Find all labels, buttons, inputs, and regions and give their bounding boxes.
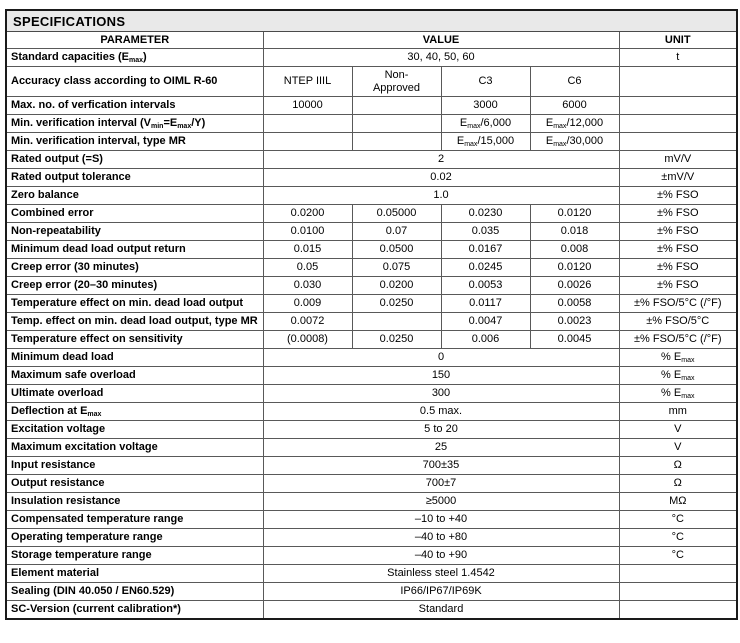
value-cell: 0.0250: [352, 331, 441, 349]
value-cell: 0.018: [530, 223, 619, 241]
table-row: [6, 475, 737, 493]
parameter-cell: Combined error: [6, 205, 263, 223]
value-cell: 0: [263, 349, 619, 367]
table-row: [6, 277, 737, 295]
parameter-cell: Zero balance: [6, 187, 263, 205]
value-cell: (0.0008): [263, 331, 352, 349]
parameter-cell: Max. no. of verfication intervals: [6, 97, 263, 115]
value-cell: $E_{max}/6,000$: [441, 115, 530, 133]
value-cell: $E_{max}/30,000$: [530, 133, 619, 151]
table-row: [6, 403, 737, 421]
specifications-table: [5, 9, 738, 620]
value-cell: Stainless steel 1.4542: [263, 565, 619, 583]
table-row: [6, 67, 737, 97]
column-header-unit: UNIT: [619, 32, 737, 49]
value-cell: –40 to +90: [263, 547, 619, 565]
table-row: [6, 151, 737, 169]
value-cell: 0.035: [441, 223, 530, 241]
value-cell: 0.02: [263, 169, 619, 187]
table-row: [6, 565, 737, 583]
value-cell: –40 to +80: [263, 529, 619, 547]
parameter-cell: Storage temperature range: [6, 547, 263, 565]
table-title-row: [6, 10, 737, 32]
table-row: [6, 493, 737, 511]
unit-cell: ±% FSO: [619, 187, 737, 205]
value-cell: 0.0072: [263, 313, 352, 331]
value-cell: ≥5000: [263, 493, 619, 511]
column-header-parameter: PARAMETER: [6, 32, 263, 49]
unit-cell: MΩ: [619, 493, 737, 511]
unit-cell: mm: [619, 403, 737, 421]
table-row: [6, 259, 737, 277]
parameter-cell: Operating temperature range: [6, 529, 263, 547]
unit-cell: Ω: [619, 475, 737, 493]
parameter-cell: Rated output (=S): [6, 151, 263, 169]
value-cell: 0.05: [263, 259, 352, 277]
parameter-cell: Min. verification interval $(V_{min}=E_{max}/Y)$: [6, 115, 263, 133]
value-cell: IP66/IP67/IP69K: [263, 583, 619, 601]
parameter-cell: Maximum safe overload: [6, 367, 263, 385]
unit-cell: ±% FSO: [619, 223, 737, 241]
table-row: [6, 97, 737, 115]
parameter-cell: Maximum excitation voltage: [6, 439, 263, 457]
value-cell: 5 to 20: [263, 421, 619, 439]
value-cell: 0.0100: [263, 223, 352, 241]
unit-cell: [619, 67, 737, 97]
parameter-cell: Non-repeatability: [6, 223, 263, 241]
value-cell: 0.0200: [352, 277, 441, 295]
unit-cell: °C: [619, 511, 737, 529]
column-header-value: VALUE: [263, 32, 619, 49]
value-cell: 10000: [263, 97, 352, 115]
table-row: [6, 223, 737, 241]
value-cell: 6000: [530, 97, 619, 115]
table-row: [6, 529, 737, 547]
parameter-cell: Ultimate overload: [6, 385, 263, 403]
parameter-cell: Temperature effect on sensitivity: [6, 331, 263, 349]
value-cell: 0.0047: [441, 313, 530, 331]
value-cell: 0.0167: [441, 241, 530, 259]
parameter-cell: Deflection at $E_{max}$: [6, 403, 263, 421]
parameter-cell: Min. verification interval, type MR: [6, 133, 263, 151]
value-cell: 0.0058: [530, 295, 619, 313]
unit-cell: ±% FSO: [619, 259, 737, 277]
value-cell: 0.0200: [263, 205, 352, 223]
value-cell: 0.0250: [352, 295, 441, 313]
parameter-cell: Temperature effect on min. dead load output: [6, 295, 263, 313]
unit-cell: [619, 133, 737, 151]
table-row: [6, 295, 737, 313]
value-cell: $E_{max}/12,000$: [530, 115, 619, 133]
value-cell: 0.075: [352, 259, 441, 277]
parameter-cell: Input resistance: [6, 457, 263, 475]
table-row: [6, 511, 737, 529]
value-cell: 0.030: [263, 277, 352, 295]
value-cell: 0.07: [352, 223, 441, 241]
value-cell: 0.009: [263, 295, 352, 313]
value-cell: 0.05000: [352, 205, 441, 223]
value-cell: [352, 313, 441, 331]
value-cell: 150: [263, 367, 619, 385]
value-cell: 2: [263, 151, 619, 169]
value-cell: 0.0045: [530, 331, 619, 349]
value-cell: 0.0023: [530, 313, 619, 331]
value-cell: 0.0230: [441, 205, 530, 223]
value-cell: Non- Approved: [352, 67, 441, 97]
table-row: [6, 601, 737, 620]
value-cell: C6: [530, 67, 619, 97]
value-cell: [352, 115, 441, 133]
value-cell: 0.0117: [441, 295, 530, 313]
table-row: [6, 457, 737, 475]
table-row: [6, 169, 737, 187]
table-row: [6, 547, 737, 565]
table-row: [6, 349, 737, 367]
parameter-cell: Standard capacities $(E_{max})$: [6, 49, 263, 67]
parameter-cell: Sealing (DIN 40.050 / EN60.529): [6, 583, 263, 601]
unit-cell: [619, 583, 737, 601]
table-row: [6, 205, 737, 223]
parameter-cell: Creep error (30 minutes): [6, 259, 263, 277]
table-row: [6, 331, 737, 349]
parameter-cell: Minimum dead load: [6, 349, 263, 367]
table-header-row: [6, 32, 737, 49]
parameter-cell: Excitation voltage: [6, 421, 263, 439]
table-row: [6, 385, 737, 403]
unit-cell: % $E_{max}$: [619, 349, 737, 367]
value-cell: [263, 133, 352, 151]
unit-cell: ±% FSO/5°C (/°F): [619, 331, 737, 349]
parameter-cell: Rated output tolerance: [6, 169, 263, 187]
unit-cell: mV/V: [619, 151, 737, 169]
unit-cell: % $E_{max}$: [619, 385, 737, 403]
value-cell: 0.0120: [530, 205, 619, 223]
value-cell: 0.5 max.: [263, 403, 619, 421]
value-cell: 0.0500: [352, 241, 441, 259]
table-row: [6, 313, 737, 331]
table-row: [6, 187, 737, 205]
parameter-cell: Temp. effect on min. dead load output, type MR: [6, 313, 263, 331]
value-cell: [352, 133, 441, 151]
value-cell: –10 to +40: [263, 511, 619, 529]
value-cell: 0.006: [441, 331, 530, 349]
table-row: [6, 421, 737, 439]
value-cell: 0.0245: [441, 259, 530, 277]
value-cell: 700±35: [263, 457, 619, 475]
unit-cell: °C: [619, 529, 737, 547]
unit-cell: ±% FSO/5°C (/°F): [619, 295, 737, 313]
parameter-cell: Element material: [6, 565, 263, 583]
table-row: [6, 133, 737, 151]
unit-cell: ±mV/V: [619, 169, 737, 187]
unit-cell: V: [619, 439, 737, 457]
parameter-cell: Output resistance: [6, 475, 263, 493]
unit-cell: [619, 115, 737, 133]
value-cell: $E_{max}/15,000$: [441, 133, 530, 151]
value-cell: [263, 115, 352, 133]
unit-cell: t: [619, 49, 737, 67]
parameter-cell: Insulation resistance: [6, 493, 263, 511]
unit-cell: V: [619, 421, 737, 439]
parameter-cell: SC-Version (current calibration*): [6, 601, 263, 620]
value-cell: Standard: [263, 601, 619, 620]
table-title: SPECIFICATIONS: [6, 10, 737, 32]
unit-cell: % $E_{max}$: [619, 367, 737, 385]
unit-cell: ±% FSO: [619, 205, 737, 223]
value-cell: 0.0120: [530, 259, 619, 277]
parameter-cell: Creep error (20–30 minutes): [6, 277, 263, 295]
table-row: [6, 241, 737, 259]
value-cell: 25: [263, 439, 619, 457]
table-body: [6, 49, 737, 620]
unit-cell: °C: [619, 547, 737, 565]
table-row: [6, 583, 737, 601]
value-cell: 700±7: [263, 475, 619, 493]
table-row: [6, 115, 737, 133]
value-cell: 0.0026: [530, 277, 619, 295]
parameter-cell: Accuracy class according to OIML R-60: [6, 67, 263, 97]
unit-cell: [619, 601, 737, 620]
value-cell: 0.008: [530, 241, 619, 259]
parameter-cell: Compensated temperature range: [6, 511, 263, 529]
parameter-cell: Minimum dead load output return: [6, 241, 263, 259]
value-cell: 1.0: [263, 187, 619, 205]
table-row: [6, 367, 737, 385]
value-cell: 3000: [441, 97, 530, 115]
value-cell: 0.0053: [441, 277, 530, 295]
value-cell: NTEP IIIL: [263, 67, 352, 97]
unit-cell: ±% FSO: [619, 241, 737, 259]
unit-cell: ±% FSO: [619, 277, 737, 295]
table-row: [6, 49, 737, 67]
unit-cell: ±% FSO/5°C: [619, 313, 737, 331]
unit-cell: Ω: [619, 457, 737, 475]
unit-cell: [619, 565, 737, 583]
table-row: [6, 439, 737, 457]
value-cell: 300: [263, 385, 619, 403]
value-cell: 30, 40, 50, 60: [263, 49, 619, 67]
value-cell: [352, 97, 441, 115]
value-cell: 0.015: [263, 241, 352, 259]
unit-cell: [619, 97, 737, 115]
value-cell: C3: [441, 67, 530, 97]
